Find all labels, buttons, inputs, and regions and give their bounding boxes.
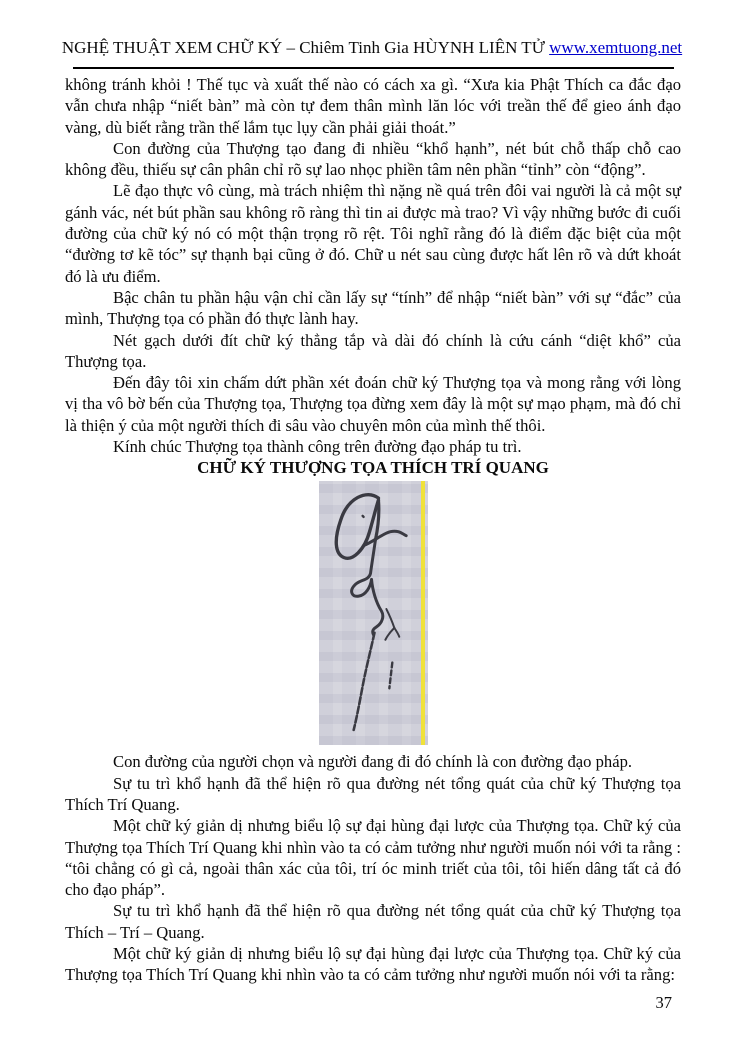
page-header [0,0,744,58]
paragraph: Sự tu trì khổ hạnh đã thể hiện rõ qua đường nét tổng quát của chữ ký Thượng tọa Thích – Trí – Quang. [65,901,681,942]
paragraph: không tránh khỏi ! Thế tục và xuất thế nào có cách xa gì. “Xưa kia Phật Thích ca đắc đạo vẫn chưa nhập “niết bàn” mà còn tự đem thân mình lăn lóc với treần thế để gieo ánh đạo vàng, dù biết rằng trần thế lắm tục lụy cần phải giải thoát.” [65,75,681,137]
page-number: 37 [655,993,672,1012]
signature-ink-icon [319,481,428,745]
scan-yellow-stripe [421,481,425,745]
paragraph: Bậc chân tu phần hậu vận chỉ cần lấy sự “tính” để nhập “niết bàn” với sự “đắc” của mình, Thượng tọa có phần đó thực lành hay. [65,287,681,329]
header-site-link[interactable]: www.xemtuong.net [549,38,683,57]
paragraph: Đến đây tôi xin chấm dứt phần xét đoán chữ ký Thượng tọa và mong rằng với lòng vị tha vô bờ bến của Thượng tọa, Thượng tọa đừng xem đây là một sự mạo phạm, mà đó chỉ là thiện ý của một người thích đi sâu vào chuyên môn của mình thế thôi. [65,373,681,435]
paragraph: Nét gạch dưới đít chữ ký thẳng tắp và dài đó chính là cứu cánh “diệt khổ” của Thượng tọa. [65,330,681,371]
signature-scan-image [319,481,428,745]
paragraph: Con đường của người chọn và người đang đi đó chính là con đường đạo pháp. [113,752,633,772]
header-title: NGHỆ THUẬT XEM CHỮ KÝ – Chiêm Tinh Gia HÙYNH LIÊN TỬ [61,38,545,57]
paragraph: Con đường của Thượng tạo đang đi nhiều “khổ hạnh”, nét bút chỗ thấp chỗ cao không đều, thiếu sự cân phân chỉ rõ sự lao nhọc phiền tâm nên phần “tỉnh” còn “động”. [65,138,681,180]
paragraph: Một chữ ký giản dị nhưng biểu lộ sự đại hùng đại lược của Thượng tọa. Chữ ký của Thượng tọa Thích Trí Quang khi nhìn vào ta có cảm tưởng như người muốn nói với ta rằng : “tôi chẳng có gì cả, ngoài thân xác của tôi, trí óc minh triết của tôi, tôi hiến dâng tất cả đó cho đạo pháp”. [65,816,681,900]
header-divider [73,67,674,69]
paragraph: Một chữ ký giản dị nhưng biểu lộ sự đại hùng đại lược của Thượng tọa. Chữ ký của Thượng tọa Thích Trí Quang khi nhìn vào ta có cảm tưởng như người muốn nói với ta rằng: [65,944,681,985]
signature-figure [319,481,428,745]
paragraph: Kính chúc Thượng tọa thành công trên đường đạo pháp tu trì. [113,437,522,457]
paragraph: Sự tu trì khổ hạnh đã thể hiện rõ qua đường nét tổng quát của chữ ký Thượng tọa Thích Trí Quang. [65,773,681,814]
body-text [65,74,681,986]
section-heading: CHỮ KÝ THƯỢNG TỌA THÍCH TRÍ QUANG [197,458,549,478]
paragraph: Lẽ đạo thực vô cùng, mà trách nhiệm thì nặng nề quá trên đôi vai người là cả một sự gánh vác, nét bút phần sau không rõ ràng thì tin ai được mà trao? Vì vậy những bước đi cuối đường của chữ ký nó có một thận trọng rõ rệt. Tôi nghĩ rằng đó là điểm đặc biệt của một “đường tơ kẽ tóc” sự thạnh bại cũng ở đó. Chữ u nét sau cùng được hất lên rõ và dứt khoát đó là ưu điểm. [65,181,681,286]
